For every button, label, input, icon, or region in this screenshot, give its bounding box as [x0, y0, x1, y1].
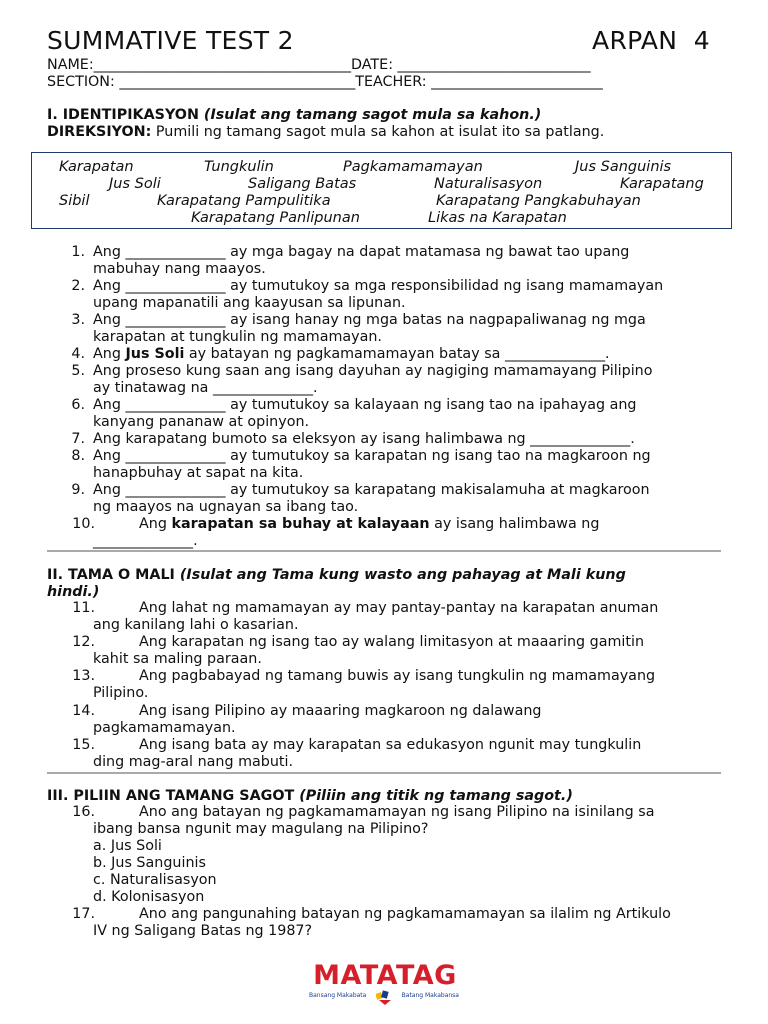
question-text: Ano ang pangunahing batayan ng pagkamamamayan sa ilalim ng Artikulo [139, 906, 671, 922]
part2-instruction: (Isulat ang Tama kung wasto ang pahayag at Mali kung [179, 567, 626, 583]
question-number: 11. [72, 600, 95, 616]
answer-option-c: c. Naturalisasyon [93, 872, 217, 888]
question-text: Ang ______________ ay tumutukoy sa mga responsibilidad ng isang mamamayan [93, 278, 664, 294]
question-number: 4. [71, 346, 85, 362]
question-item [0, 346, 768, 363]
question-text: Ang isang Pilipino ay maaaring magkaroon ng dalawang [139, 703, 542, 719]
question-text: Ang isang bata ay may karapatan sa edukasyon ngunit may tungkulin [139, 737, 642, 753]
question-number: 6. [71, 397, 85, 413]
word-bank-item: Karapatang Pangkabuhayan [436, 193, 641, 209]
question-text-cont: Pilipino. [93, 685, 149, 701]
section-teacher-row: SECTION: _________________________________TEACHER: ________________________ [47, 74, 603, 90]
title-row [47, 26, 710, 60]
question-text-cont: ng maayos na ugnayan sa ibang tao. [93, 499, 359, 515]
question-number: 1. [71, 244, 85, 260]
question-text-cont: ay tinatawag na ______________. [93, 380, 318, 396]
question-text: Ang lahat ng mamamayan ay may pantay-pantay na karapatan anuman [139, 600, 659, 616]
question-item [0, 634, 768, 668]
question-number: 3. [71, 312, 85, 328]
question-text-end: ay isang halimbawa ng [429, 516, 600, 532]
question-item [0, 703, 768, 737]
word-bank-item: Karapatan [59, 159, 134, 175]
question-number: 14. [72, 703, 95, 719]
question-text: Ang [139, 516, 172, 532]
answer-option-a: a. Jus Soli [93, 838, 162, 854]
word-bank-item: Tungkulin [204, 159, 274, 175]
part2-instruction-cont: hindi.) [47, 584, 100, 600]
part2-title: II. TAMA O MALI [47, 567, 175, 583]
direksiyon-label: DIREKSIYON: [47, 124, 152, 140]
question-item [0, 600, 768, 634]
name-date-row: NAME:____________________________________DATE: ___________________________ [47, 57, 591, 73]
question-text-cont: hanapbuhay at sapat na kita. [93, 465, 304, 481]
question-text-cont: upang mapanatili ang kaayusan sa lipunan. [93, 295, 406, 311]
direksiyon [47, 124, 604, 140]
question-item [0, 482, 768, 516]
question-item [0, 244, 768, 278]
logo-tagline-right: Batang Makabansa [401, 992, 459, 999]
question-text-cont: kanyang pananaw at opinyon. [93, 414, 310, 430]
question-item [0, 516, 768, 550]
question-number: 12. [72, 634, 95, 650]
question-text-cont: IV ng Saligang Batas ng 1987? [93, 923, 313, 939]
question-item [0, 363, 768, 397]
answer-option-d: d. Kolonisasyon [93, 889, 205, 905]
question-number: 7. [71, 431, 85, 447]
word-bank-item: Karapatang [620, 176, 704, 192]
question-item [0, 668, 768, 702]
part1-title: I. IDENTIPIKASYON [47, 107, 199, 123]
question-number: 17. [72, 906, 95, 922]
question-text: Ang pagbabayad ng tamang buwis ay isang tungkulin ng mamamayang [139, 668, 656, 684]
question-item [0, 397, 768, 431]
question-text: Ang ______________ ay tumutukoy sa karapatang makisalamuha at magkaroon [93, 482, 650, 498]
word-bank-item: Jus Sanguinis [575, 159, 672, 175]
question-text-cont: ______________. [93, 533, 198, 549]
question-text-cont: mabuhay nang maayos. [93, 261, 266, 277]
question-number: 16. [72, 804, 95, 820]
question-keyword: Jus Soli [125, 346, 185, 362]
question-number: 5. [71, 363, 85, 379]
word-bank-box [31, 152, 732, 229]
part1-instruction: (Isulat ang tamang sagot mula sa kahon.) [203, 107, 542, 123]
question-text: Ang karapatang bumoto sa eleksyon ay isang halimbawa ng ______________. [93, 431, 635, 447]
word-bank-item: Sibil [59, 193, 90, 209]
word-bank-item: Karapatang Panlipunan [191, 210, 360, 226]
part3-instruction: (Piliin ang titik ng tamang sagot.) [299, 788, 573, 804]
word-bank-item: Naturalisasyon [434, 176, 543, 192]
question-text-cont: ding mag-aral nang mabuti. [93, 754, 294, 770]
question-number: 9. [71, 482, 85, 498]
question-text: Ang ______________ ay tumutukoy sa kalayaan ng isang tao na ipahayag ang [93, 397, 637, 413]
question-keyword: karapatan sa buhay at kalayaan [171, 516, 430, 532]
question-text: Ang karapatan ng isang tao ay walang limitasyon at maaaring gamitin [139, 634, 645, 650]
question-text-cont: ang kanilang lahi o kasarian. [93, 617, 299, 633]
question-item [0, 737, 768, 771]
question-text: Ang [93, 346, 126, 362]
logo-tagline-left: Bansang Makabata [309, 992, 367, 999]
question-item [0, 278, 768, 312]
question-number: 8. [71, 448, 85, 464]
question-item [0, 906, 768, 940]
question-text-cont: ibang bansa ngunit may magulang na Pilipino? [93, 821, 429, 837]
answer-option-b: b. Jus Sanguinis [93, 855, 206, 871]
question-number: 10. [72, 516, 95, 532]
direksiyon-text: Pumili ng tamang sagot mula sa kahon at isulat ito sa patlang. [151, 124, 605, 140]
word-bank-item: Karapatang Pampulitika [157, 193, 331, 209]
question-text: Ano ang batayan ng pagkamamamayan ng isang Pilipino na isinilang sa [139, 804, 655, 820]
logo-emblem-icon [376, 990, 394, 1006]
part3-title: III. PILIIN ANG TAMANG SAGOT [47, 788, 295, 804]
question-number: 13. [72, 668, 95, 684]
part2-heading [47, 567, 721, 601]
word-bank-item: Pagkamamamayan [343, 159, 483, 175]
question-text: Ang ______________ ay isang hanay ng mga batas na nagpapaliwanag ng mga [93, 312, 646, 328]
matatag-logo [305, 960, 465, 1010]
question-number: 15. [72, 737, 95, 753]
word-bank-item: Saligang Batas [248, 176, 357, 192]
question-text: Ang ______________ ay tumutukoy sa karapatan ng isang tao na magkaroon ng [93, 448, 651, 464]
question-text-end: ay batayan ng pagkamamamayan batay sa ______________. [184, 346, 610, 362]
question-text-cont: pagkamamamayan. [93, 720, 236, 736]
test-title: SUMMATIVE TEST 2 [47, 26, 294, 55]
logo-wordmark: MATATAG [313, 960, 457, 991]
section-divider [47, 772, 721, 774]
question-text: Ang proseso kung saan ang isang dayuhan ay nagiging mamamayang Pilipino [93, 363, 653, 379]
question-text: Ang ______________ ay mga bagay na dapat matamasa ng bawat tao upang [93, 244, 630, 260]
part3-heading [47, 788, 573, 804]
question-item [0, 804, 768, 838]
word-bank-item: Jus Soli [109, 176, 161, 192]
question-number: 2. [71, 278, 85, 294]
question-text-cont: kahit sa maling paraan. [93, 651, 262, 667]
question-item [0, 448, 768, 482]
word-bank-item: Likas na Karapatan [428, 210, 567, 226]
question-item [0, 312, 768, 346]
section-divider [47, 550, 721, 552]
question-item [0, 431, 768, 448]
question-text-cont: karapatan at tungkulin ng mamamayan. [93, 329, 382, 345]
subject-label: ARPAN 4 [592, 26, 710, 55]
part1-heading [47, 107, 541, 123]
